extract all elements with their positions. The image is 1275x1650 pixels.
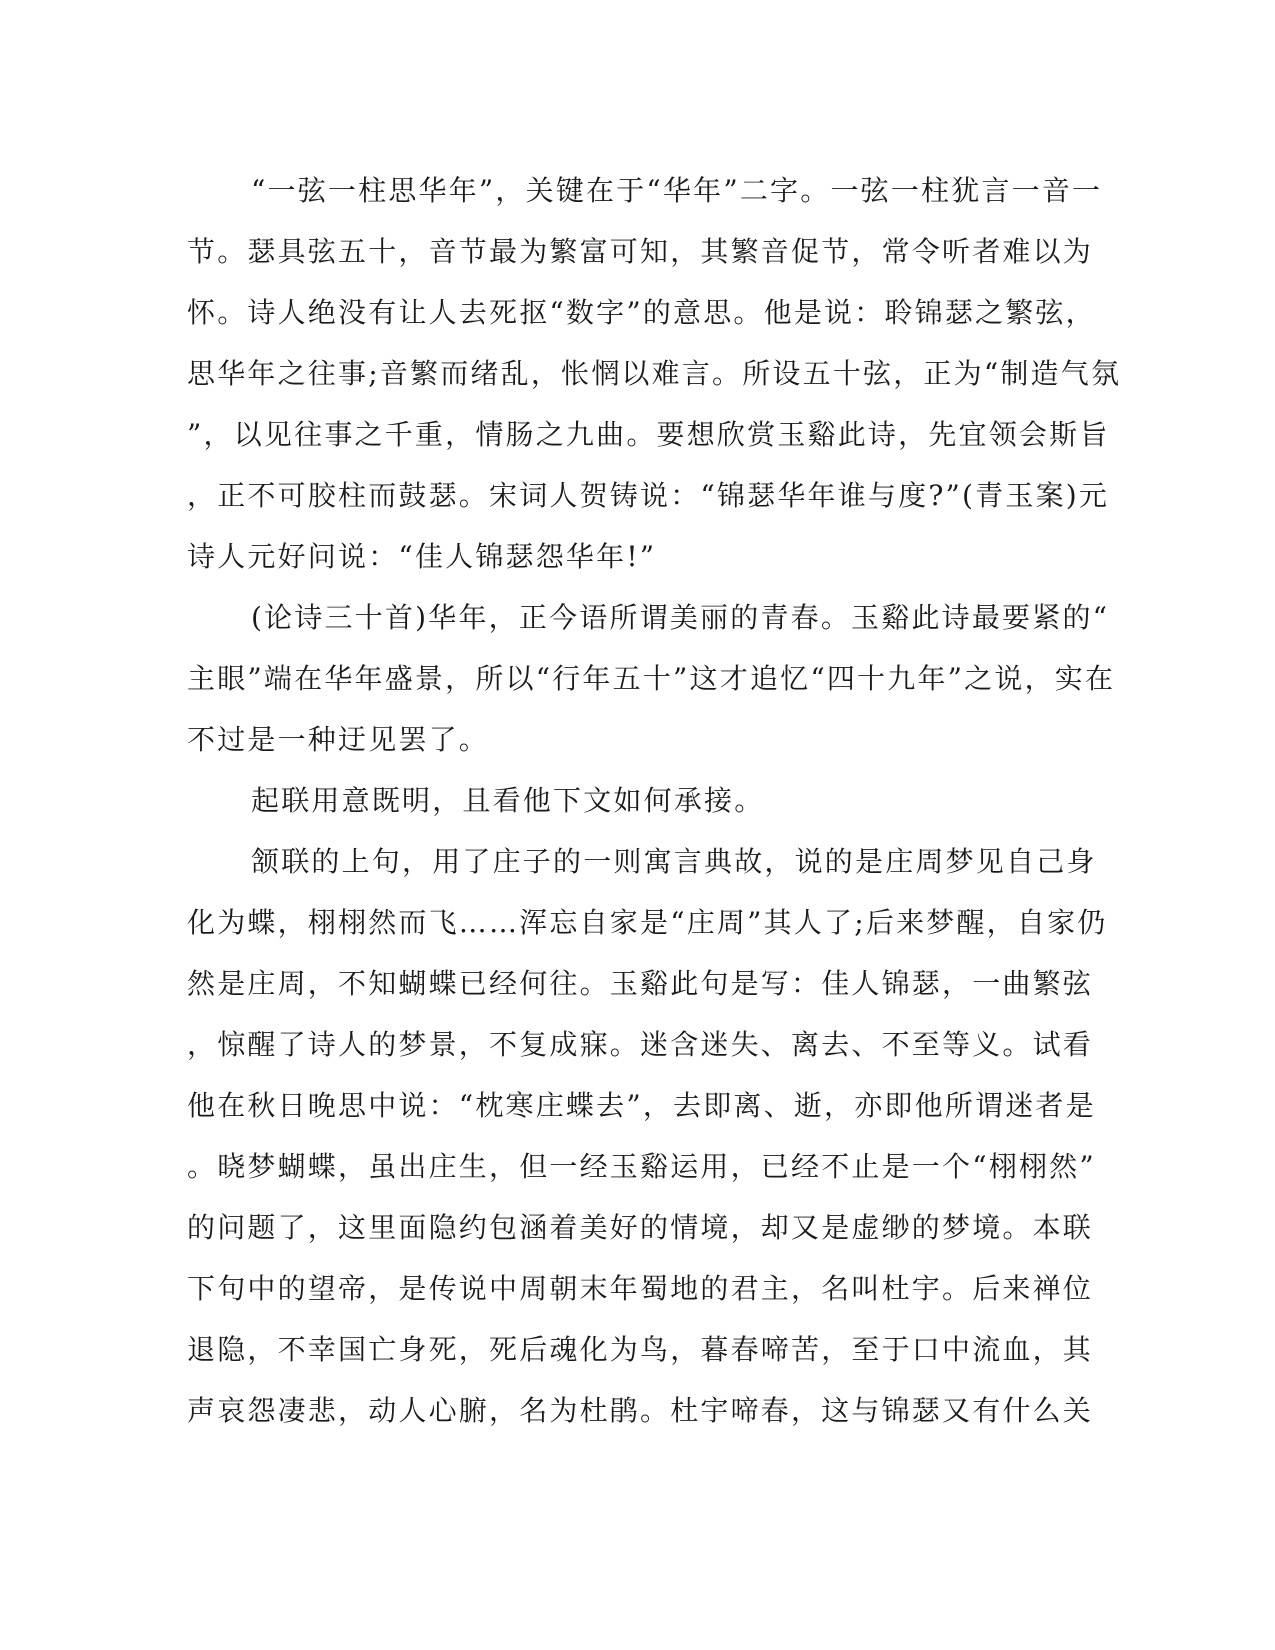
paragraph-2	[187, 587, 1116, 770]
text-line: 思华年之往事;音繁而绪乱，怅惘以难言。所设五十弦，正为“制造气氛	[187, 357, 1122, 390]
text-line: 诗人元好问说：“佳人锦瑟怨华年!”	[187, 540, 657, 573]
text-line: 然是庄周，不知蝴蝶已经何往。玉谿此句是写：佳人锦瑟，一曲繁弦	[187, 967, 1094, 1000]
text-line: 的问题了，这里面隐约包涵着美好的情境，却又是虚缈的梦境。本联	[187, 1211, 1094, 1244]
text-line: 退隐，不幸国亡身死，死后魂化为鸟，暮春啼苦，至于口中流血，其	[187, 1333, 1094, 1366]
text-line: 化为蝶，栩栩然而飞……浑忘自家是“庄周”其人了;后来梦醒，自家仍	[187, 906, 1108, 939]
text-line: 主眼”端在华年盛景，所以“行年五十”这才追忆“四十九年”之说，实在	[187, 662, 1116, 695]
paragraph-3	[187, 770, 1075, 831]
text-line: 不过是一种迂见罢了。	[187, 723, 490, 756]
text-line: 下句中的望帝，是传说中周朝末年蜀地的君主，名叫杜宇。后来禅位	[187, 1272, 1094, 1305]
text-line: ”，以见往事之千重，情肠之九曲。要想欣赏玉谿此诗，先宜领会斯旨	[187, 418, 1110, 451]
text-line: (论诗三十首)华年，正今语所谓美丽的青春。玉谿此诗最要紧的“	[251, 601, 1110, 634]
text-line: 颔联的上句，用了庄子的一则寓言典故，说的是庄周梦见自己身	[251, 845, 1097, 878]
text-line: ，惊醒了诗人的梦景，不复成寐。迷含迷失、离去、不至等义。试看	[187, 1028, 1094, 1061]
text-line: “一弦一柱思华年”，关键在于“华年”二字。一弦一柱犹言一音一	[251, 174, 1103, 207]
document-body	[187, 160, 1122, 1441]
text-line: 怀。诗人绝没有让人去死抠“数字”的意思。他是说：聆锦瑟之繁弦，	[187, 296, 1096, 329]
text-line: 他在秋日晚思中说：“枕寒庄蝶去”，去即离、逝，亦即他所谓迷者是	[187, 1089, 1096, 1122]
text-line: ，正不可胶柱而鼓瑟。宋词人贺铸说：“锦瑟华年谁与度?”(青玉案)元	[187, 479, 1110, 512]
text-line: 节。瑟具弦五十，音节最为繁富可知，其繁音促节，常令听者难以为	[187, 235, 1094, 268]
text-line: 声哀怨凄悲，动人心腑，名为杜鹃。杜宇啼春，这与锦瑟又有什么关	[187, 1394, 1094, 1427]
text-line: 起联用意既明，且看他下文如何承接。	[251, 784, 765, 817]
text-line: 。晓梦蝴蝶，虽出庄生，但一经玉谿运用，已经不止是一个“栩栩然”	[187, 1150, 1096, 1183]
paragraph-4	[187, 831, 1108, 1441]
paragraph-1	[187, 160, 1122, 587]
